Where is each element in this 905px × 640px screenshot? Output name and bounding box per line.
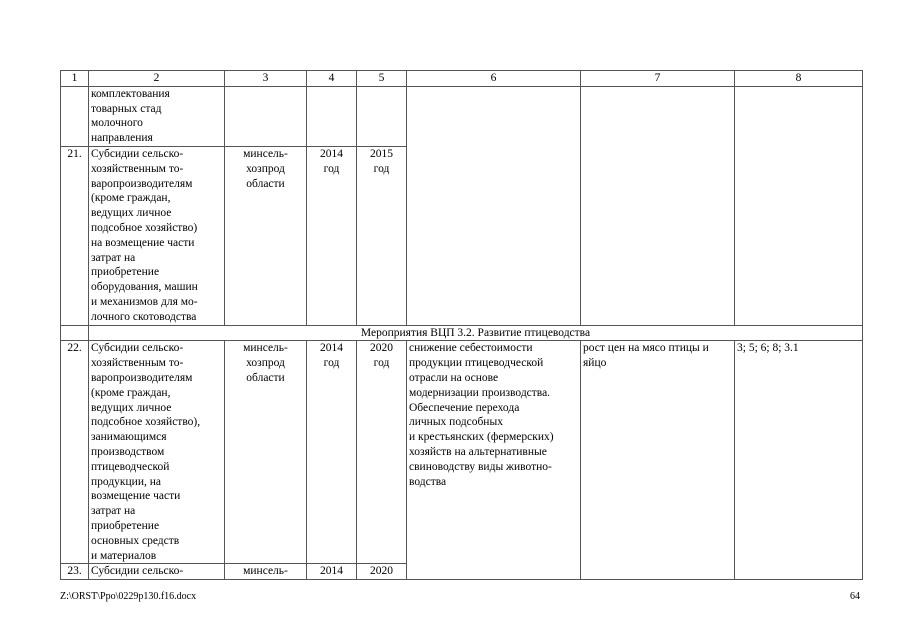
- header-cell-8: 8: [735, 71, 863, 87]
- text-line: молочного: [91, 117, 143, 130]
- cell-start: [307, 86, 357, 146]
- footer-page-number: 64: [850, 591, 860, 602]
- text-line: 2014: [320, 565, 343, 578]
- cell-executor: [225, 86, 307, 146]
- text-line: снижение себестоимости: [409, 342, 533, 355]
- text-line: затрат на: [91, 505, 136, 518]
- text-line: водства: [409, 475, 447, 488]
- text-line: подсобное хозяйство),: [91, 416, 201, 429]
- cell-num: [61, 325, 89, 341]
- text-line: подсобное хозяйство): [91, 221, 198, 234]
- cell-indicators: [735, 86, 863, 325]
- text-line: модернизации производства.: [409, 386, 551, 399]
- text-line: Субсидии сельско-: [91, 342, 184, 355]
- cell-num: 22.: [61, 341, 89, 564]
- header-cell-6: 6: [407, 71, 581, 87]
- text-line: 2015: [370, 147, 393, 160]
- cell-indicators: [735, 341, 863, 580]
- cell-num: [61, 86, 89, 146]
- text-line: Субсидии сельско-: [91, 565, 184, 578]
- text-line: продукции, на: [91, 475, 161, 488]
- text-line: лочного скотоводства: [91, 310, 197, 323]
- text-line: хозяйств на альтернативные: [409, 445, 547, 458]
- text-line: комплектования: [91, 87, 170, 100]
- cell-effect: [407, 86, 581, 325]
- cell-effect: [407, 341, 581, 580]
- text-line: производством: [91, 445, 165, 458]
- text-line: год: [373, 162, 390, 175]
- data-table: [60, 70, 863, 580]
- cell-description: [89, 146, 225, 325]
- text-line: хозпрод: [246, 357, 285, 370]
- text-line: Обеспечение перехода: [409, 401, 520, 414]
- text-line: варопроизводителям: [91, 371, 193, 384]
- cell-risk: [581, 86, 735, 325]
- cell-executor: [225, 341, 307, 564]
- header-cell-7: 7: [581, 71, 735, 87]
- text-line: хозяйственным то-: [91, 357, 184, 370]
- cell-end: [357, 146, 407, 325]
- text-line: и механизмов для мо-: [91, 295, 198, 308]
- text-line: хозпрод: [246, 162, 285, 175]
- cell-end: [357, 564, 407, 580]
- text-line: минсель-: [243, 147, 288, 160]
- cell-description: [89, 341, 225, 564]
- text-line: области: [246, 371, 285, 384]
- text-line: минсель-: [243, 342, 288, 355]
- text-line: свиноводству виды животно-: [409, 460, 552, 473]
- text-line: варопроизводителям: [91, 177, 193, 190]
- text-line: 3; 5; 6; 8; 3.1: [737, 342, 799, 355]
- text-line: минсель-: [243, 565, 288, 578]
- header-cell-4: 4: [307, 71, 357, 87]
- cell-end: [357, 341, 407, 564]
- text-line: ведущих личное: [91, 207, 172, 220]
- text-line: продукции птицеводческой: [409, 357, 544, 370]
- cell-start: [307, 146, 357, 325]
- table-row-22: [61, 341, 863, 564]
- cell-executor: [225, 564, 307, 580]
- text-line: (кроме граждан,: [91, 386, 171, 399]
- text-line: год: [323, 162, 340, 175]
- text-line: приобретение: [91, 519, 160, 532]
- text-line: ведущих личное: [91, 401, 172, 414]
- text-line: хозяйственным то-: [91, 162, 184, 175]
- text-line: возмещение части: [91, 490, 181, 503]
- cell-description: [89, 564, 225, 580]
- text-line: затрат на: [91, 251, 136, 264]
- cell-start: [307, 564, 357, 580]
- text-line: оборудования, машин: [91, 281, 198, 294]
- text-line: приобретение: [91, 266, 160, 279]
- text-line: год: [323, 357, 340, 370]
- header-cell-1: 1: [61, 71, 89, 87]
- text-line: области: [246, 177, 285, 190]
- cell-num: 23.: [61, 564, 89, 580]
- header-row: [61, 71, 863, 87]
- text-line: основных средств: [91, 534, 180, 547]
- header-cell-3: 3: [225, 71, 307, 87]
- text-line: год: [373, 357, 390, 370]
- text-line: личных подсобных: [409, 416, 503, 429]
- text-line: и крестьянских (фермерских): [409, 431, 554, 444]
- header-cell-2: 2: [89, 71, 225, 87]
- cell-executor: [225, 146, 307, 325]
- cell-start: [307, 341, 357, 564]
- text-line: 2014: [320, 342, 343, 355]
- cell-num: 21.: [61, 146, 89, 325]
- text-line: яйцо: [583, 357, 607, 370]
- text-line: 2014: [320, 147, 343, 160]
- section-title: Мероприятия ВЦП 3.2. Развитие птицеводства: [89, 325, 863, 341]
- text-line: рост цен на мясо птицы и: [583, 342, 709, 355]
- text-line: товарных стад: [91, 102, 162, 115]
- text-line: птицеводческой: [91, 460, 170, 473]
- footer-file-path: Z:\ORST\Ppo\0229p130.f16.docx: [60, 591, 197, 602]
- text-line: на возмещение части: [91, 236, 195, 249]
- table-row-continuation: [61, 86, 863, 146]
- text-line: (кроме граждан,: [91, 192, 171, 205]
- section-row: [61, 325, 863, 341]
- header-cell-5: 5: [357, 71, 407, 87]
- text-line: и материалов: [91, 549, 157, 562]
- text-line: 2020: [370, 342, 393, 355]
- cell-description: [89, 86, 225, 146]
- text-line: отрасли на основе: [409, 371, 499, 384]
- cell-risk: [581, 341, 735, 580]
- cell-end: [357, 86, 407, 146]
- text-line: направления: [91, 132, 153, 145]
- text-line: Субсидии сельско-: [91, 147, 184, 160]
- text-line: 2020: [370, 565, 393, 578]
- text-line: занимающимся: [91, 431, 167, 444]
